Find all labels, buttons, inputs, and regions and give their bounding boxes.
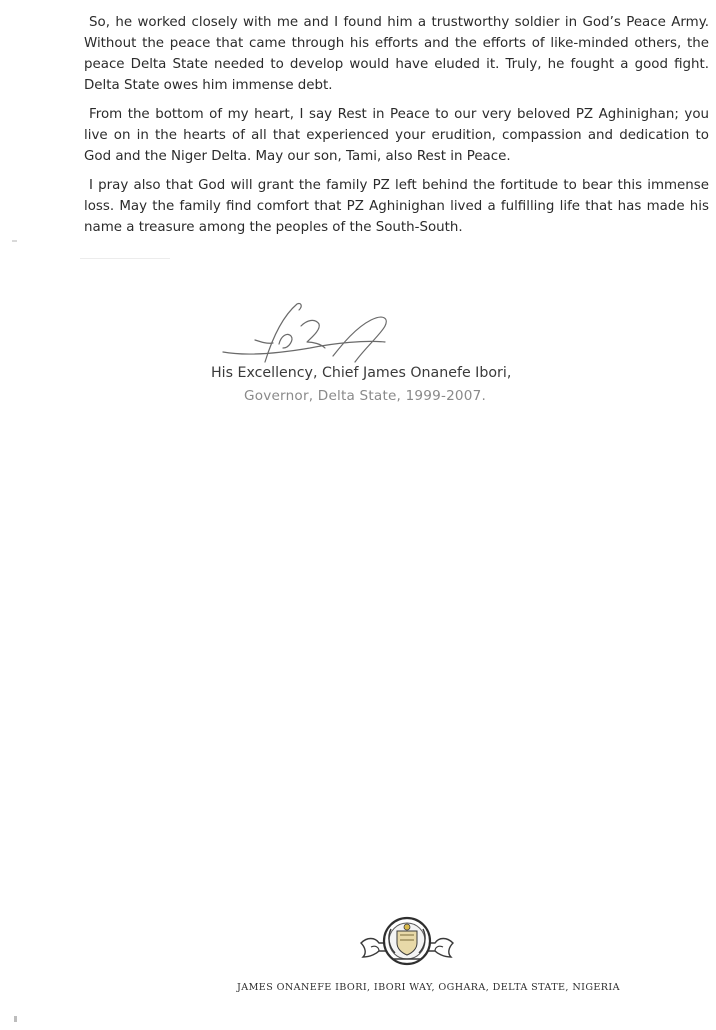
coat-of-arms-seal-icon (357, 907, 457, 977)
signer-name: His Excellency, Chief James Onanefe Ibori, (211, 365, 512, 381)
paragraph-1: So, he worked closely with me and I found him a trustworthy soldier in God’s Peace Army. Without the peace that came through his efforts and the efforts of like-minded others, the peace Delta State needed to develop would have eluded it. Truly, he fought a good fight. Delta State owes him immense debt. (84, 15, 709, 93)
signer-title: Governor, Delta State, 1999-2007. (244, 388, 487, 404)
signature-icon (215, 296, 415, 370)
scan-artifact (80, 258, 170, 259)
footer-address: JAMES ONANEFE IBORI, IBORI WAY, OGHARA, DELTA STATE, NIGERIA (237, 982, 620, 993)
paragraph-2: From the bottom of my heart, I say Rest in Peace to our very beloved PZ Aghinighan; you live on in the hearts of all that experienced your erudition, compassion and dedication to God and the Niger Delta. May our son, Tami, also Rest in Peace. (84, 107, 709, 164)
paragraph-3: I pray also that God will grant the family PZ left behind the fortitude to bear this immense loss. May the family find comfort that PZ Aghinighan lived a fulfilling life that has made his name a treasure among the peoples of the South-South. (84, 178, 709, 235)
letter-body (84, 12, 709, 246)
scan-artifact (14, 1016, 17, 1022)
scan-artifact (12, 240, 17, 242)
